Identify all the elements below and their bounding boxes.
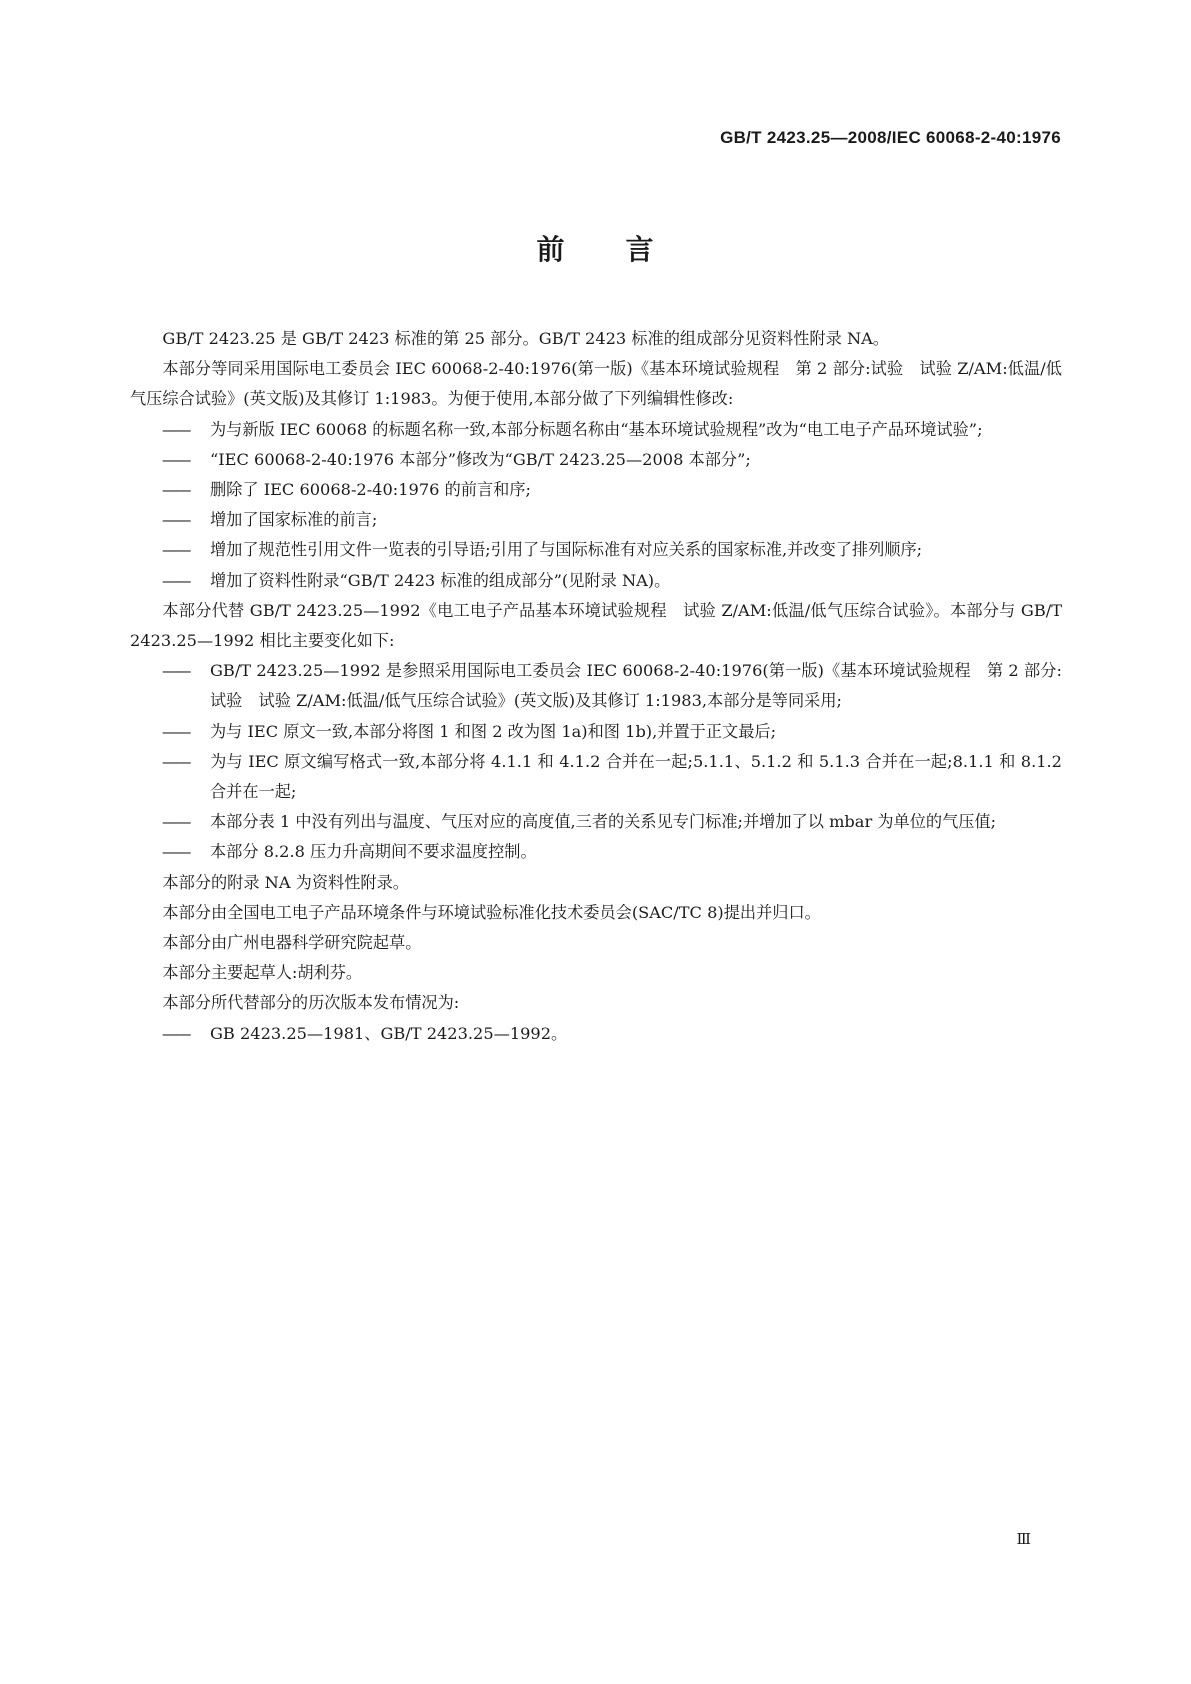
paragraph-5: 本部分由全国电工电子产品环境条件与环境试验标准化技术委员会(SAC/TC 8)提出并归口。 [162, 902, 821, 922]
standard-code-header: GB/T 2423.25—2008/IEC 60068-2-40:1976 [720, 128, 1061, 147]
list-item-text: GB 2423.25—1981、GB/T 2423.25—1992。 [210, 1023, 568, 1043]
paragraph-3: 本部分代替 GB/T 2423.25—1992《电工电子产品基本环境试验规程 试验 Z/AM:低温/低气压综合试验》。本部分与 GB/T 2423.25—1992 相比主要变化如下: [130, 600, 1062, 651]
list-item-text: 为与 IEC 原文一致,本部分将图 1 和图 2 改为图 1a)和图 1b),并置于正文最后; [210, 721, 777, 741]
list-item [130, 445, 1062, 475]
dash-mark: —— [162, 721, 189, 741]
list-item-text: 本部分表 1 中没有列出与温度、气压对应的高度值,三者的关系见专门标准;并增加了以 mbar 为单位的气压值; [210, 812, 997, 832]
dash-mark: —— [162, 540, 189, 560]
paragraph-4: 本部分的附录 NA 为资料性附录。 [162, 872, 409, 892]
paragraph-1: GB/T 2423.25 是 GB/T 2423 标准的第 25 部分。GB/T 2423 标准的组成部分见资料性附录 NA。 [162, 329, 889, 348]
page-title-char-1: 前 [536, 233, 566, 266]
page-title [0, 228, 1191, 268]
paragraph-7: 本部分主要起草人:胡利芬。 [162, 963, 363, 983]
list-item-text: 增加了国家标准的前言; [210, 510, 378, 530]
page-number: Ⅲ [1016, 1530, 1031, 1548]
list-item [130, 1019, 1062, 1049]
list-item-text: 本部分 8.2.8 压力升高期间不要求温度控制。 [210, 842, 537, 862]
list-item-text: 为与 IEC 原文编写格式一致,本部分将 4.1.1 和 4.1.2 合并在一起;5.1.1、5.1.2 和 5.1.3 合并在一起;8.1.1 和 8.1.2 合并在一起; [210, 751, 1062, 802]
paragraph-2: 本部分等同采用国际电工委员会 IEC 60068-2-40:1976(第一版)《基本环境试验规程 第 2 部分:试验 试验 Z/AM:低温/低气压综合试验》(英文版)及其修订 1:1983。为便于使用,本部分做了下列编辑性修改: [130, 359, 1062, 409]
list-item [130, 566, 1062, 596]
list-item [130, 807, 1062, 837]
main-changes-list [130, 656, 1062, 867]
list-item [130, 656, 1062, 716]
list-item-text: 删除了 IEC 60068-2-40:1976 的前言和序; [210, 480, 531, 500]
dash-mark: —— [162, 751, 189, 771]
dash-mark: —— [162, 419, 189, 439]
list-item [130, 475, 1062, 505]
list-item-text: GB/T 2423.25—1992 是参照采用国际电工委员会 IEC 60068-2-40:1976(第一版)《基本环境试验规程 第 2 部分:试验 试验 Z/AM:低温/低气压综合试验》(英文版)及其修订 1:1983,本部分是等同采用; [210, 661, 1062, 711]
list-item [130, 747, 1062, 807]
dash-mark: —— [162, 570, 189, 590]
edit-changes-list [130, 415, 1062, 596]
page-title-char-2: 言 [625, 233, 655, 266]
paragraph-6: 本部分由广州电器科学研究院起草。 [162, 933, 422, 953]
dash-mark: —— [162, 812, 189, 832]
dash-mark: —— [162, 842, 189, 862]
dash-mark: —— [162, 449, 189, 469]
foreword-body [130, 324, 1062, 1049]
list-item [130, 837, 1062, 867]
list-item [130, 505, 1062, 535]
previous-versions-list [130, 1019, 1062, 1049]
list-item [130, 717, 1062, 747]
list-item [130, 535, 1062, 565]
list-item [130, 415, 1062, 445]
paragraph-8: 本部分所代替部分的历次版本发布情况为: [162, 993, 460, 1013]
dash-mark: —— [162, 1023, 189, 1043]
dash-mark: —— [162, 480, 189, 500]
dash-mark: —— [162, 661, 189, 681]
list-item-text: 增加了规范性引用文件一览表的引导语;引用了与国际标准有对应关系的国家标准,并改变了排列顺序; [210, 540, 923, 560]
dash-mark: —— [162, 510, 189, 530]
list-item-text: “IEC 60068-2-40:1976 本部分”修改为“GB/T 2423.25—2008 本部分”; [210, 449, 751, 469]
list-item-text: 增加了资料性附录“GB/T 2423 标准的组成部分”(见附录 NA)。 [210, 570, 671, 590]
list-item-text: 为与新版 IEC 60068 的标题名称一致,本部分标题名称由“基本环境试验规程”改为“电工电子产品环境试验”; [210, 419, 983, 439]
